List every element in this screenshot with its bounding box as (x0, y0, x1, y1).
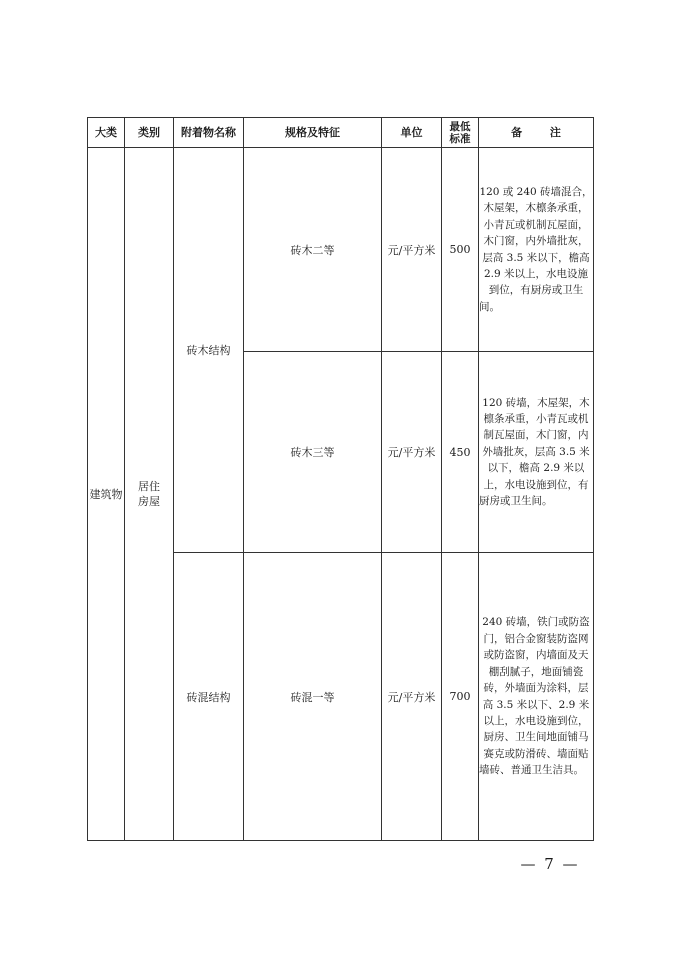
header-row (88, 118, 594, 148)
header-min-standard (442, 118, 479, 148)
header-spec: 规格及特征 (244, 118, 382, 148)
min-standard-cell: 700 (442, 553, 479, 841)
remark-cell: 240 砖墙，铁门或防盗门，铝合金窗装防盗网或防盗窗，内墙面及天棚刮腻子，地面铺瓷砖，外墙面为涂料，层高 3.5 米以下、2.9 米以上，水电设施到位，厨房、卫生间地面铺马赛克或防滑砖、墙面贴墙砖、普通卫生洁具。 (479, 553, 594, 841)
type-cell (125, 148, 174, 841)
group-name-cell: 砖混结构 (174, 553, 244, 841)
type-line2: 房屋 (138, 495, 160, 508)
compensation-standard-table (87, 117, 594, 841)
header-unit: 单位 (382, 118, 442, 148)
header-remark (479, 118, 594, 148)
spec-cell: 砖混一等 (244, 553, 382, 841)
min-standard-cell: 450 (442, 352, 479, 553)
header-attachment-name: 附着物名称 (174, 118, 244, 148)
remark-cell: 120 或 240 砖墙混合，木屋架，木檩条承重，小青瓦或机制瓦屋面，木门窗，内外墙批灰，层高 3.5 米以下，檐高 2.9 米以上，水电设施到位，有厨房或卫生间。 (479, 148, 594, 352)
page-number: — 7 — (520, 855, 580, 873)
table-row (88, 148, 594, 352)
unit-cell: 元/平方米 (382, 352, 442, 553)
remark-cell: 120 砖墙，木屋架，木檩条承重，小青瓦或机制瓦屋面，木门窗，内外墙批灰，层高 3.5 米以下，檐高 2.9 米以上，水电设施到位，有厨房或卫生间。 (479, 352, 594, 553)
spec-cell: 砖木三等 (244, 352, 382, 553)
spec-cell: 砖木二等 (244, 148, 382, 352)
header-category: 大类 (88, 118, 125, 148)
min-standard-cell: 500 (442, 148, 479, 352)
header-min-standard-line2: 标准 (449, 132, 471, 145)
group-name-cell: 砖木结构 (174, 148, 244, 553)
header-min-standard-line1: 最低 (449, 120, 471, 133)
category-cell: 建筑物 (88, 148, 125, 841)
unit-cell: 元/平方米 (382, 148, 442, 352)
type-line1: 居住 (138, 480, 160, 493)
header-type: 类别 (125, 118, 174, 148)
unit-cell: 元/平方米 (382, 553, 442, 841)
header-remark-label: 备 注 (511, 126, 573, 139)
